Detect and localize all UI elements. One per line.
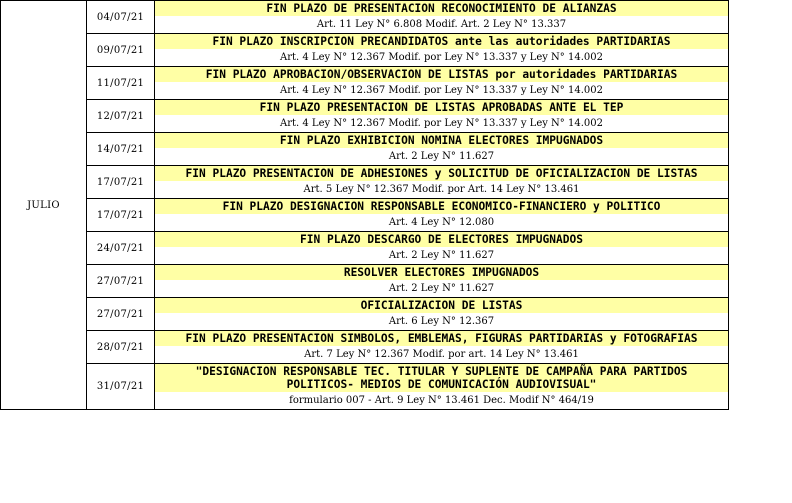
event-legal-reference: Art. 7 Ley N° 12.367 Modif. por art. 14 Ley N° 13.461 [304, 349, 579, 360]
table-row [1, 298, 729, 331]
event-title: OFICIALIZACION DE LISTAS [155, 298, 728, 313]
table-row [1, 166, 729, 199]
event-title: FIN PLAZO PRESENTACION DE LISTAS APROBADAS ANTE EL TEP [155, 100, 728, 115]
table-row [1, 265, 729, 298]
date-cell: 24/07/21 [87, 232, 155, 265]
event-legal-reference: Art. 2 Ley N° 11.627 [388, 151, 495, 162]
event-legal-reference: Art. 2 Ley N° 11.627 [388, 250, 495, 261]
date-cell: 27/07/21 [87, 298, 155, 331]
event-cell [155, 67, 729, 100]
table-row [1, 133, 729, 166]
date-cell: 31/07/21 [87, 364, 155, 410]
event-cell [155, 265, 729, 298]
event-legal-reference: Art. 4 Ley N° 12.367 Modif. por Ley N° 13.337 y Ley N° 14.002 [280, 52, 603, 63]
event-legal-reference: formulario 007 - Art. 9 Ley N° 13.461 Dec. Modif N° 464/19 [289, 395, 594, 406]
date-cell: 27/07/21 [87, 265, 155, 298]
event-cell [155, 364, 729, 410]
calendar-body [1, 1, 729, 410]
table-row [1, 67, 729, 100]
event-legal-reference: Art. 4 Ley N° 12.080 [388, 217, 495, 228]
event-cell [155, 199, 729, 232]
event-cell [155, 100, 729, 133]
event-title: FIN PLAZO EXHIBICION NOMINA ELECTORES IMPUGNADOS [155, 133, 728, 148]
table-row [1, 34, 729, 67]
event-title: FIN PLAZO APROBACION/OBSERVACION DE LISTAS por autoridades PARTIDARIAS [155, 67, 728, 82]
date-cell: 17/07/21 [87, 166, 155, 199]
event-legal-reference: Art. 11 Ley N° 6.808 Modif. Art. 2 Ley N° 13.337 [316, 19, 567, 30]
date-cell: 28/07/21 [87, 331, 155, 364]
event-cell [155, 232, 729, 265]
event-cell [155, 34, 729, 67]
event-title: FIN PLAZO DESIGNACION RESPONSABLE ECONOMICO-FINANCIERO y POLITICO [155, 199, 728, 214]
event-title: FIN PLAZO DE PRESENTACION RECONOCIMIENTO DE ALIANZAS [155, 1, 728, 16]
event-legal-reference: Art. 4 Ley N° 12.367 Modif. por Ley N° 13.337 y Ley N° 14.002 [280, 118, 603, 129]
date-cell: 09/07/21 [87, 34, 155, 67]
event-legal-reference: Art. 4 Ley N° 12.367 Modif. por Ley N° 13.337 y Ley N° 14.002 [280, 85, 603, 96]
event-cell [155, 166, 729, 199]
event-title: FIN PLAZO INSCRIPCION PRECANDIDATOS ante las autoridades PARTIDARIAS [155, 34, 728, 49]
table-row [1, 364, 729, 410]
event-cell [155, 1, 729, 34]
table-row [1, 331, 729, 364]
event-legal-reference: Art. 2 Ley N° 11.627 [388, 283, 495, 294]
event-title: "DESIGNACION RESPONSABLE TEC. TITULAR Y SUPLENTE DE CAMPAÑA PARA PARTIDOS POLITICOS- MEDIOS DE COMUNICACIÓN AUDIOVISUAL" [155, 364, 728, 392]
month-cell: JULIO [1, 1, 87, 410]
event-title: FIN PLAZO PRESENTACION SIMBOLOS, EMBLEMAS, FIGURAS PARTIDARIAS y FOTOGRAFIAS [155, 331, 728, 346]
event-cell [155, 331, 729, 364]
table-row [1, 199, 729, 232]
event-title: FIN PLAZO DESCARGO DE ELECTORES IMPUGNADOS [155, 232, 728, 247]
event-cell [155, 298, 729, 331]
table-row [1, 232, 729, 265]
date-cell: 11/07/21 [87, 67, 155, 100]
event-cell [155, 133, 729, 166]
event-title: FIN PLAZO PRESENTACION DE ADHESIONES y SOLICITUD DE OFICIALIZACION DE LISTAS [155, 166, 728, 181]
event-legal-reference: Art. 5 Ley N° 12.367 Modif. por Art. 14 Ley N° 13.461 [303, 184, 580, 195]
date-cell: 12/07/21 [87, 100, 155, 133]
event-legal-reference: Art. 6 Ley N° 12.367 [388, 316, 495, 327]
date-cell: 17/07/21 [87, 199, 155, 232]
event-title: RESOLVER ELECTORES IMPUGNADOS [155, 265, 728, 280]
table-row [1, 1, 729, 34]
date-cell: 04/07/21 [87, 1, 155, 34]
date-cell: 14/07/21 [87, 133, 155, 166]
table-row [1, 100, 729, 133]
